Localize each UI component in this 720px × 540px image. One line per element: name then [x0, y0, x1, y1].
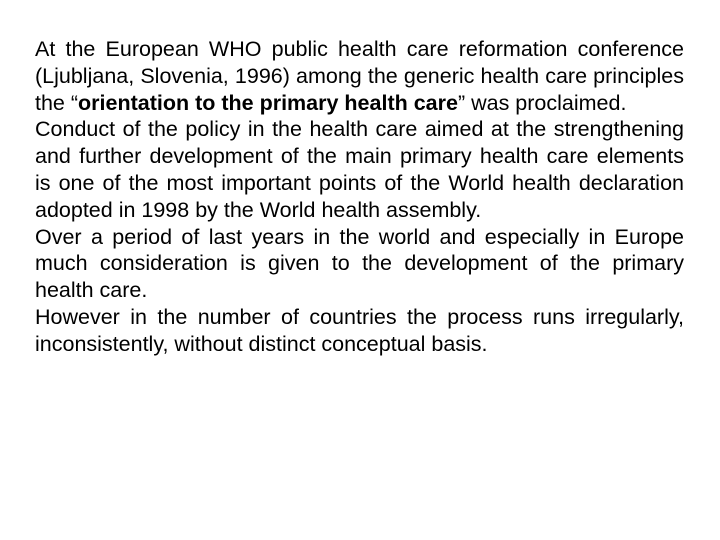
slide-text-body	[35, 36, 684, 358]
paragraph-who-conference	[35, 36, 684, 116]
paragraph-recent-years: Over a period of last years in the world and especially in Europe much consideration is given to the development of the primary health care.	[35, 224, 684, 303]
paragraph-1-bold-phrase: orientation to the primary health care	[78, 90, 458, 115]
paragraph-irregular-process: However in the number of countries the process runs irregularly, inconsistently, without distinct conceptual basis.	[35, 304, 684, 356]
paragraph-1-text-before: At the European WHO public health care reformation conference (Ljubljana, Slovenia, 1996) among the generic health care principles the “	[35, 37, 684, 115]
paragraph-policy-conduct: Conduct of the policy in the health care aimed at the strengthening and further development of the main primary health care elements is one of the most important points of the World health declaration adopted in 1998 by the World health assembly.	[35, 117, 684, 222]
paragraph-1-text-after: ” was proclaimed.	[457, 90, 627, 115]
